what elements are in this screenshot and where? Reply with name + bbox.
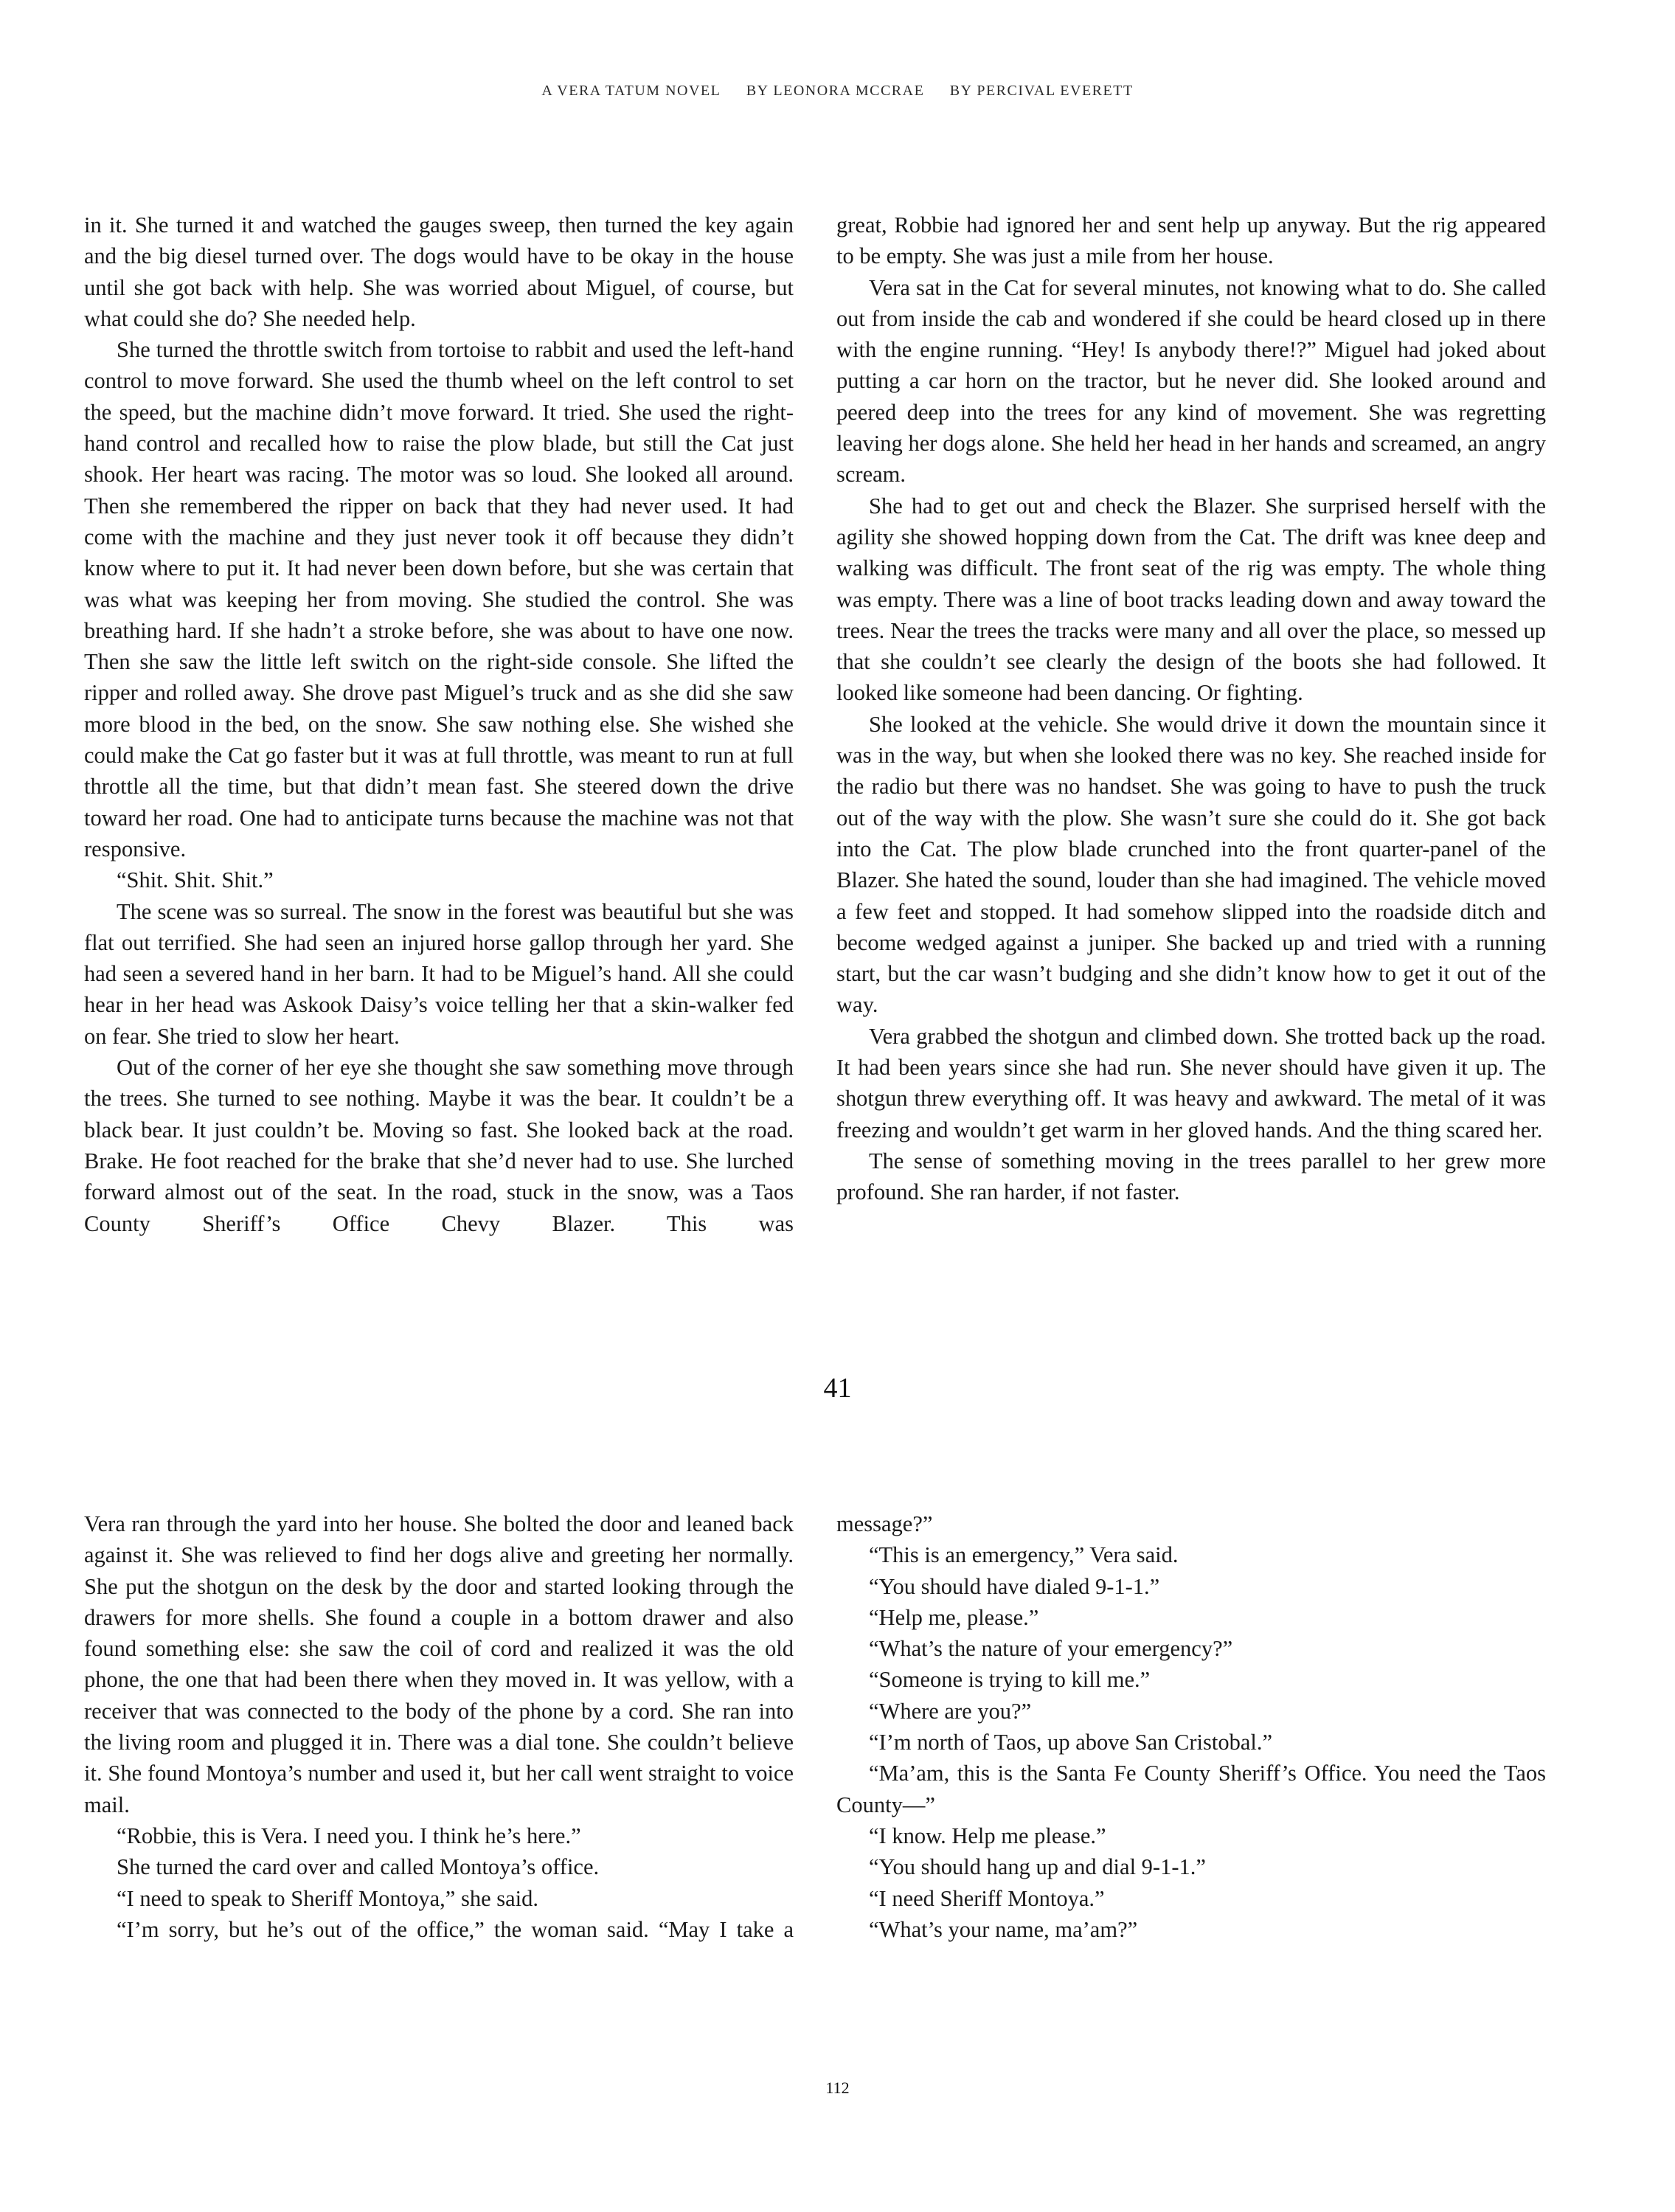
paragraph: “I need to speak to Sheriff Montoya,” she said. bbox=[117, 1885, 539, 1911]
paragraph: “What’s your name, ma’am?” bbox=[869, 1916, 1138, 1942]
page-number: 112 bbox=[825, 2078, 850, 2097]
paragraph: Out of the corner of her eye she thought she saw something move through the trees. She turned to see nothing. Maybe it was the bear. It couldn’t be a black bear. It just couldn’t be. Moving so fast. She looked back at the road. Brake. He foot reached for the brake that she’d never had to use. She lurched forward almost out of the seat. In the road, stuck in the snow, was a Taos County Sheriff’s Office Chevy Blazer. This was bbox=[84, 1055, 794, 1236]
text-column-right bbox=[836, 209, 1546, 1208]
paragraph: “You should have dialed 9-1-1.” bbox=[869, 1573, 1160, 1599]
paragraph: Vera sat in the Cat for several minutes, not knowing what to do. She called out from inside the cab and wondered if she could be heard closed up in there with the engine running. “Hey! Is anybody there!?” Miguel had joked about putting a car horn on the tractor, but he never did. She looked around and peered deep into the trees for any kind of movement. She was regretting leaving her dogs alone. She held her head in her hands and screamed, an angry scream. bbox=[836, 274, 1546, 488]
paragraph: The sense of something moving in the trees parallel to her grew more profound. She ran harder, if not faster. bbox=[836, 1148, 1546, 1205]
paragraph: “Ma’am, this is the Santa Fe County Sheriff’s Office. You need the Taos County—” bbox=[836, 1761, 1546, 1817]
paragraph: “Where are you?” bbox=[869, 1698, 1032, 1724]
paragraph: “You should hang up and dial 9-1-1.” bbox=[869, 1854, 1206, 1880]
paragraph: “Shit. Shit. Shit.” bbox=[117, 867, 274, 893]
paragraph: message?” bbox=[836, 1511, 933, 1536]
paragraph: The scene was so surreal. The snow in the forest was beautiful but she was flat out terrified. She had seen an injured horse gallop through her yard. She had seen a severed hand in her barn. It had to be Miguel’s hand. All she could hear in her head was Askook Daisy’s voice telling her that a skin-walker fed on fear. She tried to slow her heart. bbox=[84, 898, 794, 1049]
text-column-left bbox=[84, 209, 794, 1239]
author-credit: BY LEONORA MCCRAE bbox=[746, 83, 925, 99]
running-head bbox=[0, 83, 1675, 100]
paragraph: “I know. Help me please.” bbox=[869, 1823, 1106, 1848]
paragraph: “I’m sorry, but he’s out of the office,” the woman said. “May I take a bbox=[117, 1916, 794, 1942]
paragraph: “Someone is trying to kill me.” bbox=[869, 1667, 1151, 1693]
text-column-right bbox=[836, 1508, 1546, 1945]
paragraph: She looked at the vehicle. She would drive it down the mountain since it was in the way, but when she looked there was no key. She reached inside for the radio but there was no handset. She was going to have to push the truck out of the way with the plow. She wasn’t sure she could do it. She got back into the Cat. The plow blade crunched into the front quarter-panel of the Blazer. She hated the sound, louder than she had imagined. The vehicle moved a few feet and stopped. It had somehow slipped into the roadside ditch and become wedged against a juniper. She backed up and tried with a running start, but the car wasn’t budging and she didn’t know how to get it out of the way. bbox=[836, 711, 1546, 1018]
paragraph: “What’s the nature of your emergency?” bbox=[869, 1636, 1233, 1662]
author-credit: BY PERCIVAL EVERETT bbox=[949, 83, 1134, 99]
paragraph: Vera grabbed the shotgun and climbed down. She trotted back up the road. It had been years since she had run. She never should have given it up. The shotgun threw everything off. It was heavy and awkward. The metal of it was freezing and wouldn’t get warm in her gloved hands. And the thing scared her. bbox=[836, 1023, 1546, 1143]
paragraph: She turned the throttle switch from tortoise to rabbit and used the left-hand control to move forward. She used the thumb wheel on the left control to set the speed, but the machine didn’t move forward. It tried. She used the right-hand control and recalled how to raise the plow blade, but still the Cat just shook. Her heart was racing. The motor was so loud. She looked all around. Then she remembered the ripper on back that they had never used. It had come with the machine and they just never took it off because they didn’t know where to put it. It had never been down before, but she was certain that was what was keeping her from moving. She studied the control. She was breathing hard. If she hadn’t a stroke before, she was about to have one now. Then she saw the little left switch on the right-side console. She lifted the ripper and rolled away. She drove past Miguel’s truck and as she did she saw more blood in the bed, on the snow. She saw nothing else. She wished she could make the Cat go faster but it was at full throttle, was meant to run at full throttle all the time, but that didn’t mean fast. She steered down the drive toward her road. One had to anticipate turns because the machine was not that responsive. bbox=[84, 337, 794, 861]
paragraph: She turned the card over and called Montoya’s office. bbox=[117, 1854, 600, 1880]
paragraph: “Robbie, this is Vera. I need you. I think he’s here.” bbox=[117, 1823, 581, 1848]
paragraph: “Help me, please.” bbox=[869, 1604, 1039, 1630]
paragraph: in it. She turned it and watched the gauges sweep, then turned the key again and the big diesel turned over. The dogs would have to be okay in the house until she got back with help. She was worried about Miguel, of course, but what could she do? She needed help. bbox=[84, 212, 794, 331]
paragraph: “I’m north of Taos, up above San Cristobal.” bbox=[869, 1730, 1273, 1755]
series-title: A VERA TATUM NOVEL bbox=[541, 83, 721, 99]
paragraph: “I need Sheriff Montoya.” bbox=[869, 1885, 1105, 1911]
paragraph: She had to get out and check the Blazer. She surprised herself with the agility she showed hopping down from the Cat. The drift was knee deep and walking was difficult. The front seat of the rig was empty. The whole thing was empty. There was a line of boot tracks leading down and away toward the trees. Near the trees the tracks were many and all over the place, so messed up that she couldn’t see clearly the design of the boots she had followed. It looked like someone had been dancing. Or fighting. bbox=[836, 493, 1546, 706]
chapter-number: 41 bbox=[823, 1373, 852, 1404]
paragraph: great, Robbie had ignored her and sent help up anyway. But the rig appeared to be empty. She was just a mile from her house. bbox=[836, 212, 1546, 269]
paragraph: Vera ran through the yard into her house. She bolted the door and leaned back against it. She was relieved to find her dogs alive and greeting her normally. She put the shotgun on the desk by the door and started looking through the drawers for more shells. She found a couple in a bottom drawer and also found something else: she saw the coil of cord and realized it was the old phone, the one that had been there when they moved in. It was yellow, with a receiver that was connected to the body of the phone by a cord. She ran into the living room and plugged it in. There was a dial tone. She couldn’t believe it. She found Montoya’s number and used it, but her call went straight to voice mail. bbox=[84, 1511, 794, 1817]
paragraph: “This is an emergency,” Vera said. bbox=[869, 1542, 1179, 1568]
text-column-left bbox=[84, 1508, 794, 1945]
